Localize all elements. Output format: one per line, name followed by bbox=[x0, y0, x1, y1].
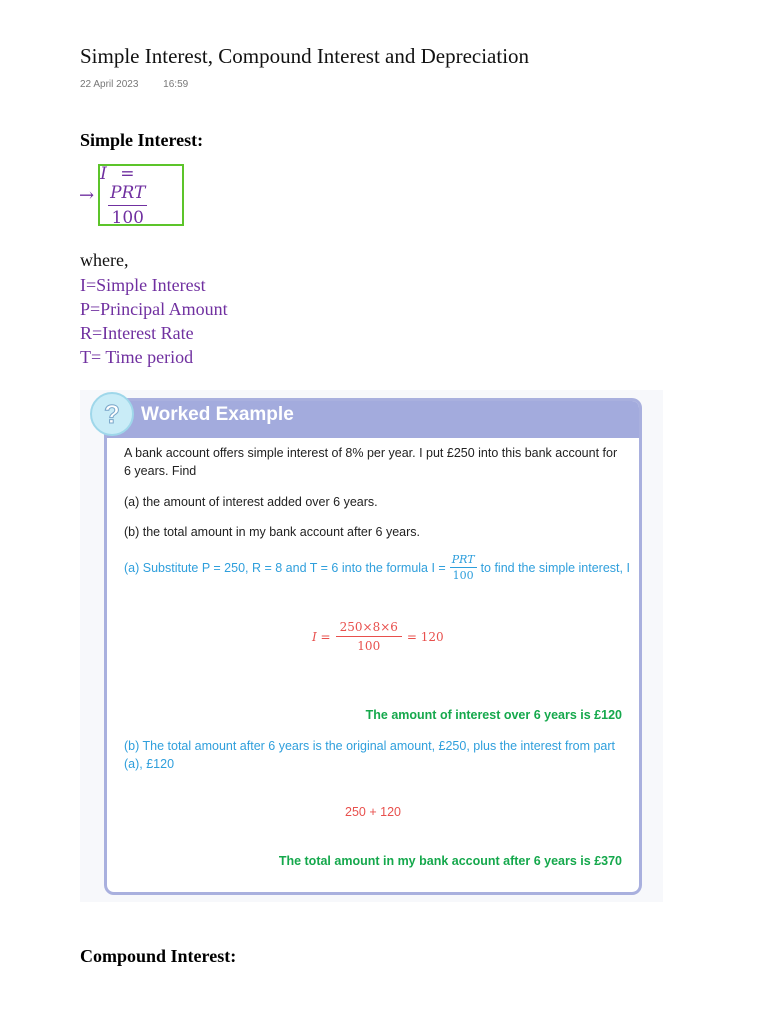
where-label: where, bbox=[80, 250, 129, 270]
calculation-b: 250 + 120 bbox=[345, 805, 401, 819]
definition-list bbox=[80, 273, 228, 369]
solution-a-text bbox=[124, 553, 634, 582]
worked-example-title: Worked Example bbox=[141, 404, 294, 425]
solution-a-prefix: (a) Substitute P = 250, R = 8 and T = 6 into the formula I = bbox=[124, 560, 446, 575]
formula-lhs: I bbox=[100, 163, 107, 184]
simple-interest-formula bbox=[79, 162, 184, 228]
formula-numerator: PRT bbox=[108, 184, 147, 206]
formula-equals: = bbox=[120, 163, 135, 184]
formula-fraction bbox=[108, 184, 147, 227]
definition-item: I=Simple Interest bbox=[80, 275, 206, 295]
compound-interest-heading: Compound Interest: bbox=[80, 946, 237, 966]
formula-highlight-box bbox=[98, 164, 184, 226]
answer-a: The amount of interest over 6 years is £120 bbox=[365, 708, 622, 722]
formula-expression bbox=[100, 164, 182, 227]
page-timestamp bbox=[80, 79, 188, 90]
page-title: Simple Interest, Compound Interest and Depreciation bbox=[80, 44, 530, 68]
solution-b-text: (b) The total amount after 6 years is the original amount, £250, plus the interest from part (a), £120 bbox=[124, 739, 615, 771]
page-time: 16:59 bbox=[163, 79, 189, 90]
definition-item: R=Interest Rate bbox=[80, 323, 194, 343]
calculation-a: I = $\frac{250\times 8\times 6}{100}$ = 120 bbox=[312, 620, 444, 653]
arrow-icon: → bbox=[79, 184, 95, 206]
answer-b: The total amount in my bank account after 6 years is £370 bbox=[278, 854, 622, 868]
definition-item: P=Principal Amount bbox=[80, 299, 228, 319]
question-part-b: (b) the total amount in my bank account after 6 years. bbox=[124, 525, 420, 539]
definition-item: T= Time period bbox=[80, 347, 194, 367]
question-mark-icon: ? bbox=[90, 392, 134, 436]
question-part-a: (a) the amount of interest added over 6 years. bbox=[124, 495, 378, 509]
solution-a-suffix: to find the simple interest, I bbox=[480, 560, 630, 575]
simple-interest-heading: Simple Interest: bbox=[80, 130, 204, 150]
solution-a-fraction: $\frac{\text{PRT}}{100}$ bbox=[451, 553, 475, 582]
question-text: A bank account offers simple interest of 8% per year. I put £250 into this bank account for 6 years. Find bbox=[124, 446, 618, 478]
page-date: 22 April 2023 bbox=[80, 79, 139, 90]
formula-denominator: 100 bbox=[111, 207, 144, 228]
